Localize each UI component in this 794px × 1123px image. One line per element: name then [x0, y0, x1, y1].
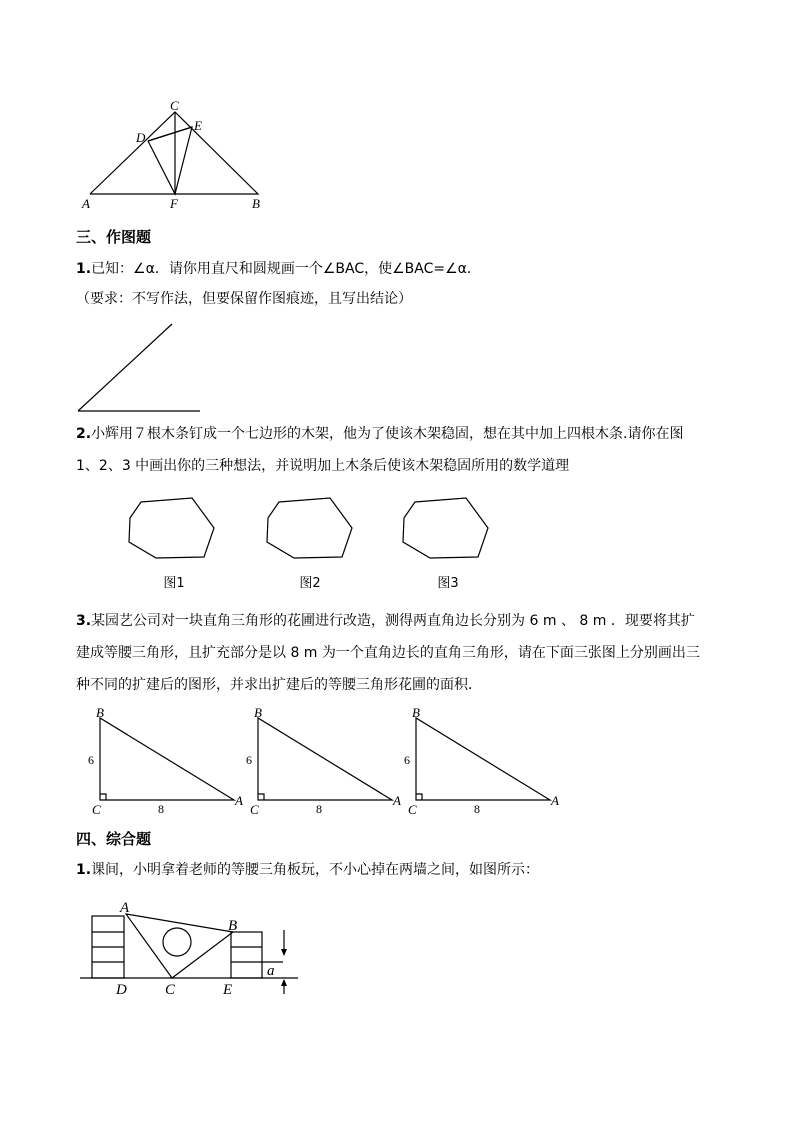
q3-3-line1: 3.某园艺公司对一块直角三角形的花圃进行改造，测得两直角边长分别为 6 m 、 8 m ．现要将其扩 — [76, 613, 695, 629]
label-a: A — [82, 196, 90, 211]
side-ca-length: 8 — [474, 802, 480, 816]
q3-3-line2: 建成等腰三角形，且扩充部分是以 8 m 为一个直角边长的直角三角形，请在下面三张图上分别画出三 — [76, 645, 700, 661]
q3-1-note: （要求：不写作法，但要保留作图痕迹，且写出结论） — [76, 291, 412, 307]
right-triangle-figure-3 — [400, 704, 570, 816]
q3-3-line3: 种不同的扩建后的图形，并求出扩建后的等腰三角形花圃的面积． — [76, 677, 482, 693]
angle-alpha-figure — [74, 322, 204, 414]
label-a: A — [120, 900, 130, 916]
label-e: E — [194, 118, 202, 133]
label-f: F — [170, 196, 178, 211]
label-b: B — [252, 196, 260, 211]
label-b: B — [228, 918, 238, 934]
side-ca-length: 8 — [316, 802, 322, 816]
heptagon-figure-3 — [400, 496, 492, 560]
label-a: A — [551, 793, 559, 808]
q3-2-line1: 2.小辉用７根木条钉成一个七边形的木架，他为了使该木架稳固，想在其中加上四根木条.请你在图 — [76, 426, 684, 442]
side-bc-length: 6 — [246, 753, 252, 767]
caption-fig3: 图3 — [437, 576, 459, 591]
q4-1: 1.课间，小明拿着老师的等腰三角板玩，不小心掉在两墙之间，如图所示： — [76, 862, 540, 878]
label-e: E — [223, 982, 233, 998]
label-a: A — [393, 793, 401, 808]
two-walls-figure — [76, 896, 302, 1000]
label-d: D — [116, 982, 127, 998]
caption-fig1: 图1 — [163, 576, 185, 591]
side-bc-length: 6 — [404, 753, 410, 767]
heptagon-figure-1 — [126, 496, 218, 560]
q3-2-number: 2. — [76, 426, 92, 442]
side-ca-length: 8 — [158, 802, 164, 816]
label-c: C — [165, 982, 176, 998]
q3-1-number: 1. — [76, 261, 92, 277]
q3-3-number: 3. — [76, 613, 92, 629]
label-d: D — [136, 130, 146, 145]
right-triangle-figure-1 — [84, 704, 254, 816]
heptagon-figure-2 — [264, 496, 356, 560]
right-triangle-figure-2 — [242, 704, 412, 816]
side-bc-length: 6 — [88, 753, 94, 767]
label-c: C — [408, 802, 417, 816]
q3-1-text: 已知：∠α．请你用直尺和圆规画一个∠BAC，使∠BAC=∠α． — [91, 261, 481, 277]
label-a: A — [235, 793, 243, 808]
caption-fig2: 图2 — [299, 576, 321, 591]
label-a-lower: a — [267, 963, 275, 979]
label-b: B — [96, 705, 104, 720]
q3-2-line2: 1、2、3 中画出你的三种想法，并说明加上木条后使该木架稳固所用的数学道理 — [76, 458, 570, 474]
q4-1-number: 1. — [76, 862, 92, 878]
q3-1 — [76, 259, 481, 279]
label-b: B — [412, 705, 420, 720]
label-c: C — [170, 98, 179, 113]
label-b: B — [254, 705, 262, 720]
label-c: C — [250, 802, 259, 816]
label-c: C — [92, 802, 101, 816]
section-4-title: 四、综合题 — [76, 830, 152, 848]
triangle-def-figure — [70, 98, 270, 213]
section-3-title: 三、作图题 — [76, 228, 152, 246]
